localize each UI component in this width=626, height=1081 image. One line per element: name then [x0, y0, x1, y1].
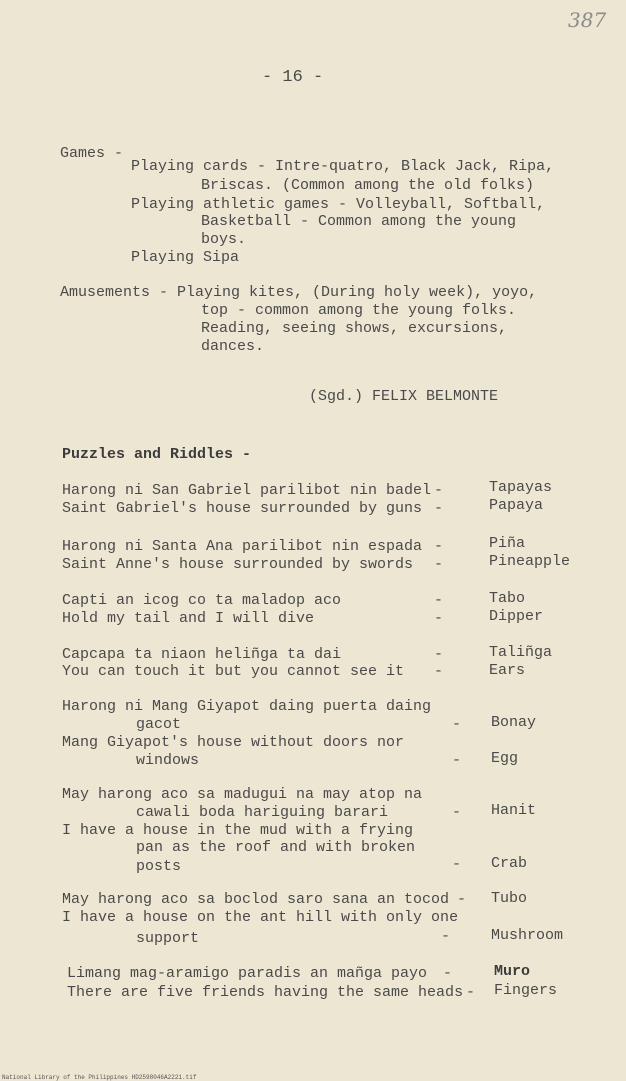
archive-number: 387 — [568, 8, 607, 32]
riddle-answer-native: Tapayas — [489, 479, 553, 496]
riddle-answer-english: Mushroom — [491, 927, 564, 944]
riddle-english: There are five friends having the same heads — [67, 984, 464, 1001]
riddle-english: Saint Gabriel's house surrounded by guns — [62, 500, 423, 517]
riddle-english: windows — [136, 752, 200, 769]
riddle-answer-native: Tubo — [491, 890, 528, 907]
riddle-native: May harong aco sa madugui na may atop na — [62, 786, 423, 803]
riddle-answer-native: Hanit — [491, 802, 537, 819]
amusements-line: top - common among the young folks. — [201, 302, 517, 319]
riddle-answer-english: Ears — [489, 662, 526, 679]
riddle-answer-english: Egg — [491, 750, 519, 767]
riddle-answer-english: Pineapple — [489, 553, 571, 570]
riddle-english: Saint Anne's house surrounded by swords — [62, 556, 414, 573]
riddle-dash: - — [434, 556, 444, 573]
riddle-english: posts — [136, 858, 182, 875]
scan-footer: National Library of the Philippines HD2598046A2221.tif — [2, 1074, 197, 1081]
riddle-english: pan as the roof and with broken — [136, 839, 416, 856]
riddle-answer-native: Piña — [489, 535, 526, 552]
riddle-native: gacot — [136, 716, 182, 733]
riddle-english: I have a house on the ant hill with only one — [62, 909, 459, 926]
riddle-dash: - — [452, 856, 462, 873]
riddle-native: Harong ni Santa Ana parilibot nin espada — [62, 538, 423, 555]
games-line: Playing cards - Intre-quatro, Black Jack, Ripa, — [131, 158, 555, 175]
riddle-native: cawali boda hariguing barari — [136, 804, 389, 821]
riddle-english: Hold my tail and I will dive — [62, 610, 315, 627]
amusements-heading: Amusements - Playing kites, (During holy week), yoyo, — [60, 284, 538, 301]
games-line: Playing Sipa — [131, 249, 240, 266]
riddle-english: You can touch it but you cannot see it — [62, 663, 405, 680]
riddle-native: Harong ni Mang Giyapot daing puerta daing — [62, 698, 432, 715]
riddle-dash: - — [434, 538, 444, 555]
page-number: - 16 - — [262, 68, 324, 87]
riddle-native: May harong aco sa boclod saro sana an tocod — [62, 891, 450, 908]
riddle-answer-english: Crab — [491, 855, 528, 872]
riddle-dash: - — [452, 716, 462, 733]
riddle-answer-native: Taliñga — [489, 644, 553, 661]
games-line: Playing athletic games - Volleyball, Softball, — [131, 196, 546, 213]
riddle-native: Capcapa ta niaon heliñga ta dai — [62, 646, 342, 663]
riddle-dash: - — [452, 804, 462, 821]
riddle-answer-native: Tabo — [489, 590, 526, 607]
riddle-native: Limang mag-aramigo paradis an mañga payo — [67, 965, 428, 982]
riddle-dash: - — [452, 752, 462, 769]
games-line: Basketball - Common among the young — [201, 213, 517, 230]
games-heading: Games - — [60, 145, 124, 162]
signature: (Sgd.) FELIX BELMONTE — [309, 388, 499, 405]
riddle-answer-english: Papaya — [489, 497, 544, 514]
amusements-line: Reading, seeing shows, excursions, — [201, 320, 508, 337]
riddle-english: support — [136, 930, 200, 947]
puzzles-heading: Puzzles and Riddles - — [62, 446, 252, 463]
riddle-english: I have a house in the mud with a frying — [62, 822, 414, 839]
riddle-dash: - — [457, 891, 467, 908]
riddle-answer-native: Muro — [494, 963, 531, 980]
games-line: boys. — [201, 231, 247, 248]
amusements-line: dances. — [201, 338, 265, 355]
riddle-dash: - — [434, 646, 444, 663]
riddle-answer-native: Bonay — [491, 714, 537, 731]
riddle-dash: - — [434, 592, 444, 609]
riddle-native: Harong ni San Gabriel parilibot nin badel — [62, 482, 432, 499]
riddle-dash: - — [434, 500, 444, 517]
riddle-dash: - — [434, 482, 444, 499]
riddle-native: Capti an icog co ta maladop aco — [62, 592, 342, 609]
riddle-dash: - — [443, 965, 453, 982]
riddle-dash: - — [441, 928, 451, 945]
riddle-english: Mang Giyapot's house without doors nor — [62, 734, 405, 751]
riddle-answer-english: Fingers — [494, 982, 558, 999]
riddle-dash: - — [466, 984, 476, 1001]
riddle-dash: - — [434, 610, 444, 627]
riddle-dash: - — [434, 663, 444, 680]
games-line: Briscas. (Common among the old folks) — [201, 177, 535, 194]
riddle-answer-english: Dipper — [489, 608, 544, 625]
